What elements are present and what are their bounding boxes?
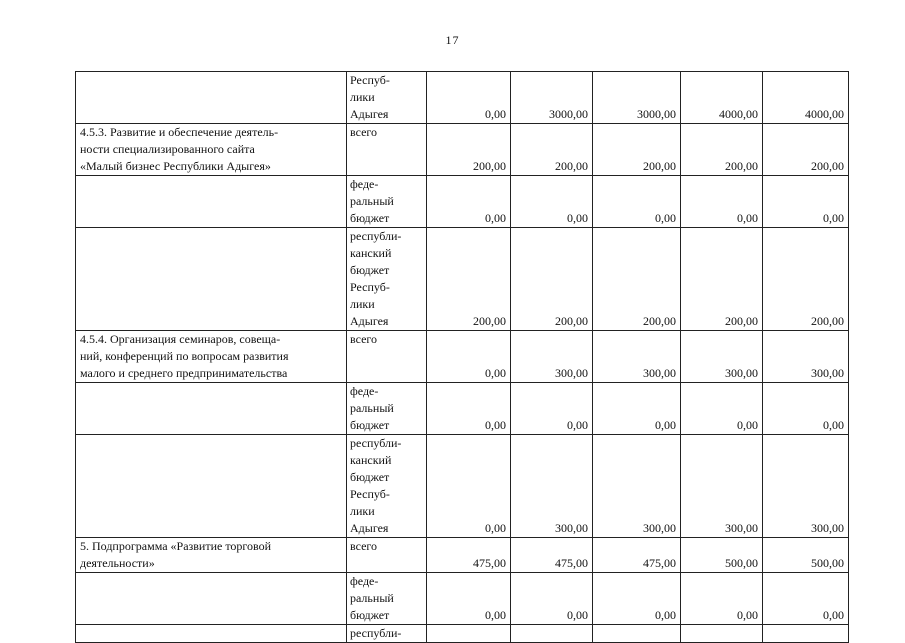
- amount-cell: 4000,00: [763, 72, 849, 124]
- table-row: [76, 573, 849, 625]
- table-row: [76, 538, 849, 573]
- table-row: [76, 435, 849, 538]
- amount-cell: 3000,00: [593, 72, 681, 124]
- amount-cell: 0,00: [681, 176, 763, 228]
- amount-cell: 200,00: [763, 124, 849, 176]
- amount-cell: 300,00: [593, 435, 681, 538]
- amount-cell: 0,00: [427, 435, 511, 538]
- amount-cell: 0,00: [593, 573, 681, 625]
- amount-cell: 300,00: [511, 435, 593, 538]
- description-cell: [76, 176, 347, 228]
- amount-cell: 200,00: [427, 124, 511, 176]
- amount-cell: 500,00: [681, 538, 763, 573]
- amount-cell: 200,00: [763, 228, 849, 331]
- table-row: [76, 124, 849, 176]
- amount-cell: 0,00: [511, 383, 593, 435]
- amount-cell: 0,00: [511, 176, 593, 228]
- amount-cell: 0,00: [763, 573, 849, 625]
- table-row: [76, 72, 849, 124]
- amount-cell: 300,00: [511, 331, 593, 383]
- amount-cell: 0,00: [427, 176, 511, 228]
- amount-cell: 300,00: [763, 435, 849, 538]
- amount-cell: 200,00: [593, 228, 681, 331]
- funding-source-cell: феде- ральный бюджет: [347, 573, 427, 625]
- description-cell: [76, 573, 347, 625]
- funding-source-cell: всего: [347, 538, 427, 573]
- funding-source-cell: всего: [347, 124, 427, 176]
- amount-cell: 0,00: [681, 383, 763, 435]
- funding-source-cell: республи- канский бюджет Респуб- лики Адыгея: [347, 228, 427, 331]
- table-row: [76, 331, 849, 383]
- amount-cell: 3000,00: [511, 72, 593, 124]
- amount-cell: 0,00: [427, 72, 511, 124]
- amount-cell: 0,00: [763, 176, 849, 228]
- table-row: [76, 176, 849, 228]
- amount-cell: 475,00: [593, 538, 681, 573]
- amount-cell: 0,00: [593, 176, 681, 228]
- description-cell: [76, 383, 347, 435]
- amount-cell: 0,00: [427, 331, 511, 383]
- amount-cell: 200,00: [427, 228, 511, 331]
- amount-cell: 0,00: [511, 573, 593, 625]
- funding-source-cell: всего: [347, 331, 427, 383]
- description-cell: 4.5.3. Развитие и обеспечение деятель- ности специализированного сайта «Малый бизнес Республики Адыгея»: [76, 124, 347, 176]
- amount-cell: 4000,00: [681, 72, 763, 124]
- amount-cell: 0,00: [427, 383, 511, 435]
- budget-table: [75, 71, 849, 643]
- description-cell: [76, 228, 347, 331]
- funding-source-cell: феде- ральный бюджет: [347, 176, 427, 228]
- description-cell: [76, 435, 347, 538]
- table-row: [76, 383, 849, 435]
- amount-cell: 200,00: [681, 124, 763, 176]
- amount-cell: 200,00: [681, 228, 763, 331]
- funding-source-cell: феде- ральный бюджет: [347, 383, 427, 435]
- amount-cell: 200,00: [593, 124, 681, 176]
- description-cell: 5. Подпрограмма «Развитие торговой деятельности»: [76, 538, 347, 573]
- amount-cell: 300,00: [681, 331, 763, 383]
- amount-cell: 200,00: [511, 228, 593, 331]
- amount-cell: 200,00: [511, 124, 593, 176]
- funding-source-cell: Респуб- лики Адыгея: [347, 72, 427, 124]
- amount-cell: 475,00: [511, 538, 593, 573]
- amount-cell: 300,00: [593, 331, 681, 383]
- table-row: [76, 228, 849, 331]
- funding-source-cell: республи-: [347, 625, 427, 643]
- page-number: 17: [445, 33, 460, 47]
- amount-cell: 0,00: [681, 573, 763, 625]
- description-cell: 4.5.4. Организация семинаров, совеща- ний, конференций по вопросам развития малого и среднего предпринимательства: [76, 331, 347, 383]
- amount-cell: 0,00: [763, 383, 849, 435]
- amount-cell: 500,00: [763, 538, 849, 573]
- amount-cell: 300,00: [681, 435, 763, 538]
- amount-cell: 0,00: [427, 573, 511, 625]
- funding-source-cell: республи- канский бюджет Респуб- лики Адыгея: [347, 435, 427, 538]
- amount-cell: 0,00: [593, 383, 681, 435]
- amount-cell: 475,00: [427, 538, 511, 573]
- description-cell: [76, 72, 347, 124]
- amount-cell: 300,00: [763, 331, 849, 383]
